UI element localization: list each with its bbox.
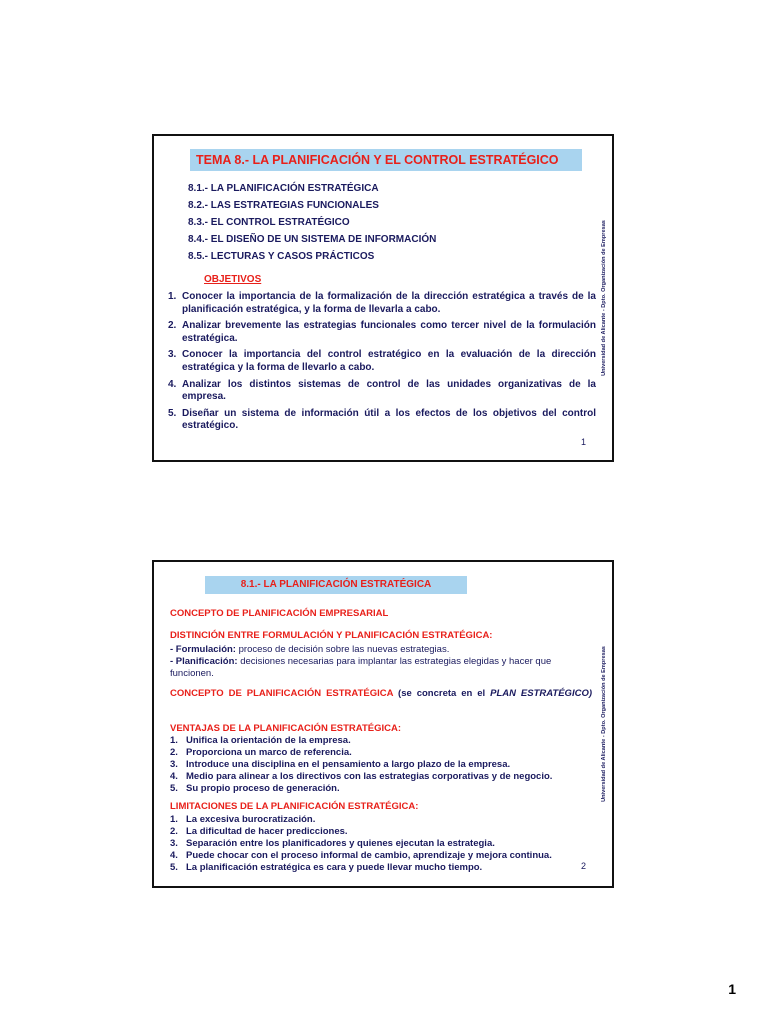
list-item: [170, 783, 592, 795]
item-number: 1.: [168, 291, 177, 302]
item-number: 4.: [170, 850, 178, 861]
planning-line: [170, 656, 592, 680]
item-text: La dificultad de hacer predicciones.: [186, 826, 348, 837]
item-text: Unifica la orientación de la empresa.: [186, 735, 351, 746]
item-number: 1.: [170, 814, 178, 825]
toc-item: 8.3.- EL CONTROL ESTRATÉGICO: [188, 217, 350, 228]
list-item: [170, 862, 592, 874]
slide-title: TEMA 8.- LA PLANIFICACIÓN Y EL CONTROL ESTRATÉGICO: [190, 149, 582, 171]
side-label: [594, 136, 614, 460]
item-number: 5.: [170, 783, 178, 794]
item-text: Conocer la importancia del control estratégico en la evaluación de la dirección estratégica y la forma de llevarlo a cabo.: [182, 349, 596, 373]
objectives-heading: OBJETIVOS: [204, 274, 262, 285]
item-text: Su propio proceso de generación.: [186, 783, 340, 794]
list-item: [168, 291, 596, 316]
toc-item: 8.4.- EL DISEÑO DE UN SISTEMA DE INFORMACIÓN: [188, 234, 437, 245]
limitations-list: [170, 814, 592, 874]
item-number: 3.: [168, 349, 177, 361]
slide-title: 8.1.- LA PLANIFICACIÓN ESTRATÉGICA: [205, 576, 467, 594]
formulation-label: - Formulación:: [170, 644, 236, 655]
list-item: [168, 408, 596, 433]
item-number: 5.: [170, 862, 178, 873]
item-number: 4.: [168, 378, 177, 390]
table-of-contents: [188, 180, 436, 265]
item-number: 2.: [170, 826, 178, 837]
item-number: 5.: [168, 407, 177, 419]
list-item: [168, 379, 596, 404]
limitations-heading: LIMITACIONES DE LA PLANIFICACIÓN ESTRATÉGICA:: [170, 801, 419, 812]
planning-text: decisiones necesarias para implantar las estrategias elegidas y hacer que funcionen.: [170, 656, 552, 679]
side-label-text: Universidad de Alicante - Dpto. Organización de Empresas: [601, 220, 607, 376]
slide-page-number: 1: [580, 437, 586, 447]
item-text: Analizar brevemente las estrategias funcionales como tercer nivel de la formulación estratégica.: [182, 320, 596, 344]
list-item: [168, 320, 596, 345]
toc-item: 8.1.- LA PLANIFICACIÓN ESTRATÉGICA: [188, 183, 379, 194]
item-text: La planificación estratégica es cara y puede llevar mucho tiempo.: [186, 862, 483, 873]
formulation-line: [170, 644, 592, 656]
strategic-concept-line: [170, 688, 592, 700]
item-text: Introduce una disciplina en el pensamiento a largo plazo de la empresa.: [186, 759, 511, 770]
item-text: Proporciona un marco de referencia.: [186, 747, 352, 758]
advantages-list: [170, 735, 592, 795]
toc-item: 8.5.- LECTURAS Y CASOS PRÁCTICOS: [188, 251, 375, 262]
item-number: 2.: [170, 747, 178, 758]
item-number: 4.: [170, 771, 178, 782]
list-item: [170, 747, 592, 759]
item-number: 1.: [170, 735, 178, 746]
slide-1: [152, 134, 614, 462]
list-item: [170, 735, 592, 747]
slide-page-number: 2: [580, 861, 586, 871]
item-number: 3.: [170, 759, 178, 770]
item-text: Conocer la importancia de la formalización de la dirección estratégica a través de la planificación estratégica, y la forma de llevarla a cabo.: [182, 291, 596, 315]
list-item: [168, 349, 596, 374]
item-text: Diseñar un sistema de información útil a los efectos de los objetivos del control estratégico.: [182, 407, 596, 432]
list-item: [170, 850, 592, 862]
slide-2: [152, 560, 614, 888]
list-item: [170, 826, 592, 838]
objectives-list: [168, 291, 596, 437]
planning-label: - Planificación:: [170, 656, 238, 667]
item-text: La excesiva burocratización.: [186, 814, 316, 825]
list-item: [170, 814, 592, 826]
side-label: [594, 562, 614, 886]
item-text: Analizar los distintos sistemas de control de las unidades organizativas de la empresa.: [182, 378, 596, 403]
list-item: [170, 838, 592, 850]
item-number: 2.: [168, 320, 177, 332]
advantages-heading: VENTAJAS DE LA PLANIFICACIÓN ESTRATÉGICA:: [170, 723, 401, 734]
distinction-heading: DISTINCIÓN ENTRE FORMULACIÓN Y PLANIFICACIÓN ESTRATÉGICA:: [170, 630, 493, 641]
side-label-text: Universidad de Alicante - Dpto. Organización de Empresas: [601, 646, 607, 802]
list-item: [170, 759, 592, 771]
strategic-concept-heading: CONCEPTO DE PLANIFICACIÓN ESTRATÉGICA: [170, 688, 394, 699]
item-text: Medio para alinear a los directivos con las estrategias corporativas y de negocio.: [186, 771, 553, 782]
toc-item: 8.2.- LAS ESTRATEGIAS FUNCIONALES: [188, 200, 379, 211]
item-number: 3.: [170, 838, 178, 849]
strategic-concept-italic: PLAN ESTRATÉGICO): [490, 688, 592, 699]
item-text: Puede chocar con el proceso informal de cambio, aprendizaje y mejora continua.: [186, 850, 552, 861]
strategic-concept-note: (se concreta en el: [398, 688, 491, 699]
sheet-page-number: 1: [728, 981, 736, 997]
formulation-text: proceso de decisión sobre las nuevas estrategias.: [235, 644, 450, 655]
concept-heading: CONCEPTO DE PLANIFICACIÓN EMPRESARIAL: [170, 608, 389, 619]
list-item: [170, 771, 592, 783]
item-text: Separación entre los planificadores y quienes ejecutan la estrategia.: [186, 838, 495, 849]
